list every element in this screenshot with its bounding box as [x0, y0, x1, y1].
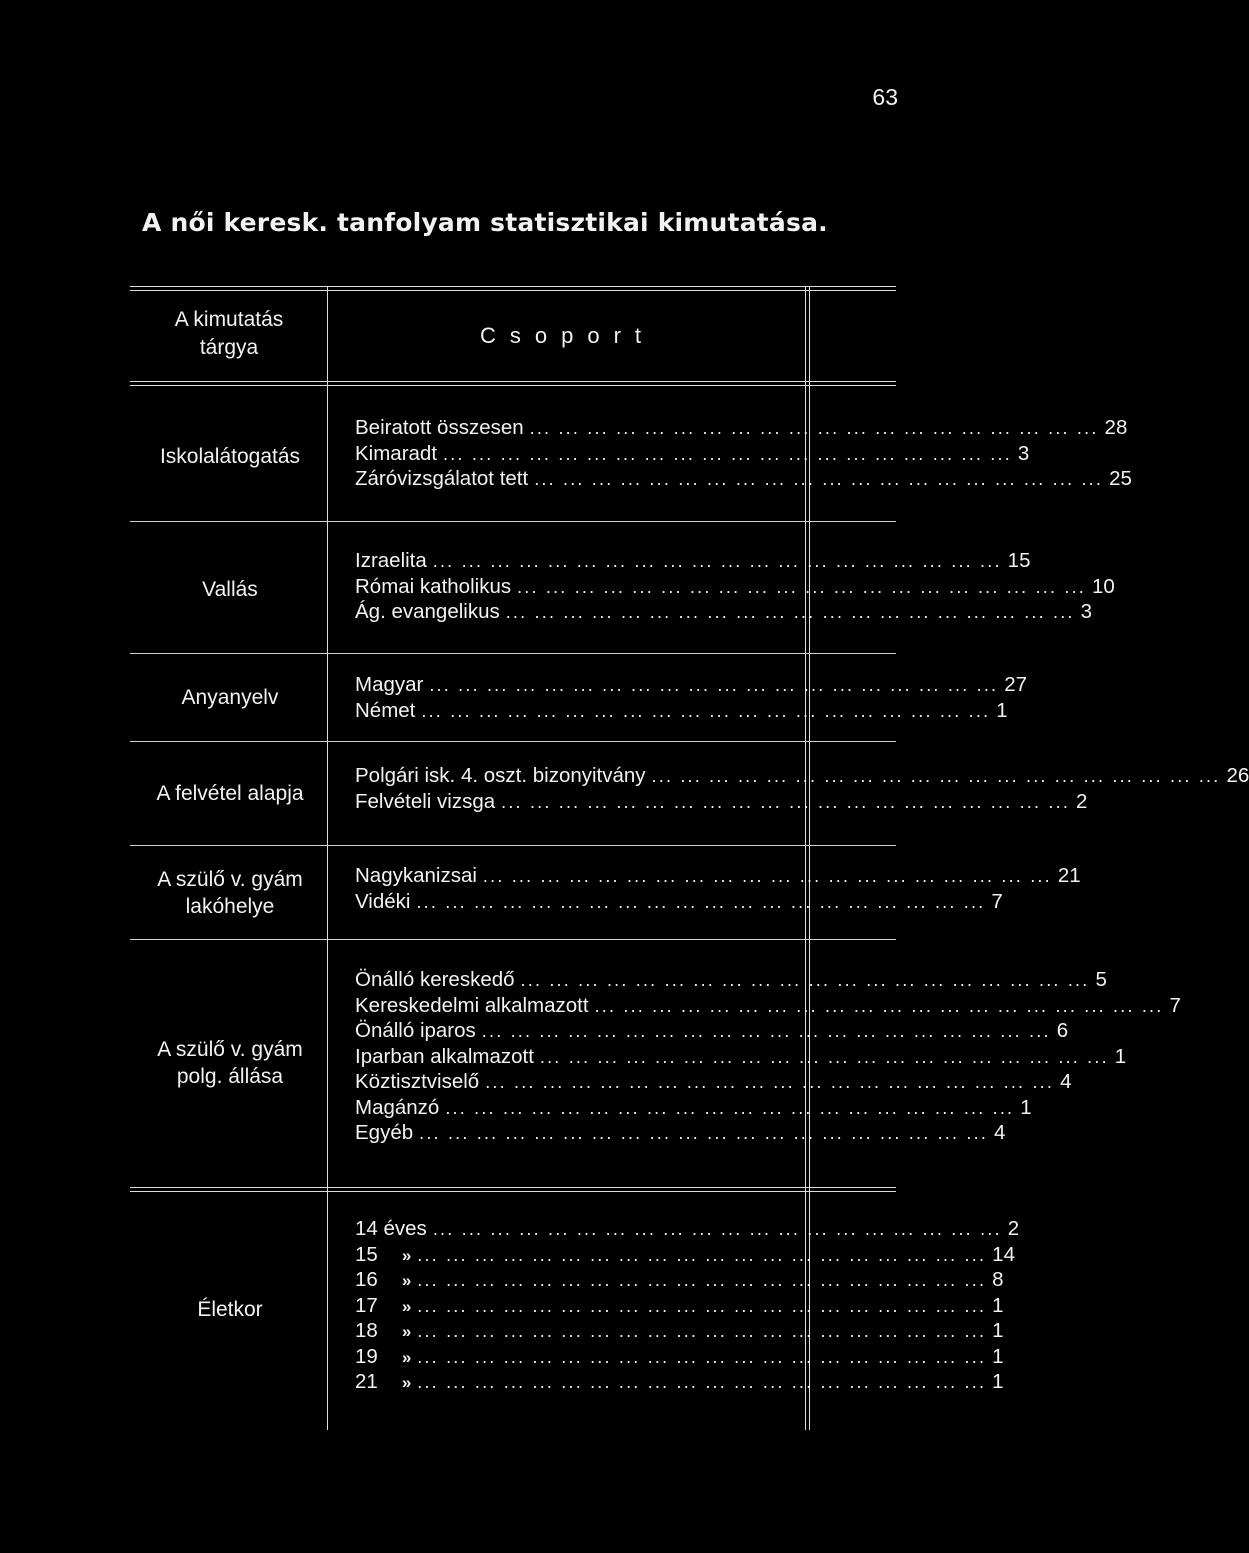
- ditto-mark: »: [401, 1245, 412, 1265]
- table-row: [355, 864, 1081, 890]
- row-label: Polgári isk. 4. oszt. bizonyitvány: [355, 764, 646, 787]
- row-value: 1: [996, 698, 1008, 722]
- row-value: 7: [1169, 993, 1181, 1017]
- section-category: [130, 1296, 330, 1323]
- row-label: Záróvizsgálatot tett: [355, 467, 529, 490]
- row-label: Magánzó: [355, 1095, 440, 1119]
- section-rows: [355, 764, 1249, 815]
- row-label: Köztisztviselő: [355, 1070, 480, 1093]
- dot-leader: ... ... ... ... ... ... ... ... ... ... ... ... ... ... ... ... ... ... ... ...: [417, 1270, 987, 1290]
- section-rows: [355, 968, 1181, 1147]
- table-row: [355, 764, 1249, 790]
- row-value: 1: [992, 1319, 1004, 1342]
- ditto-mark: »: [401, 1373, 412, 1392]
- row-value: 5: [1095, 968, 1107, 991]
- row-label: 15: [355, 1242, 378, 1266]
- header-group: Csoport: [480, 323, 656, 348]
- row-label: 21: [355, 1370, 378, 1393]
- row-label: Magyar: [355, 673, 424, 696]
- dot-leader: ... ... ... ... ... ... ... ... ... ... ... ... ... ... ... ... ... ... ... ...: [417, 1321, 987, 1341]
- header-subject: [134, 306, 324, 362]
- dot-leader: ... ... ... ... ... ... ... ... ... ... ... ... ... ... ... ... ... ... ... ...: [539, 1046, 1109, 1067]
- section-divider: [130, 741, 896, 742]
- category-line: A szülő v. gyám: [157, 1038, 303, 1061]
- row-label: Beiratott összesen: [355, 416, 524, 439]
- ditto-mark: »: [401, 1296, 412, 1316]
- table-row: [355, 673, 1028, 699]
- dot-leader: ... ... ... ... ... ... ... ... ... ... ... ... ... ... ... ... ... ... ... ...: [517, 576, 1086, 597]
- section-category: [130, 576, 330, 603]
- dot-leader: ... ... ... ... ... ... ... ... ... ... ... ... ... ... ... ... ... ... ... ...: [417, 1346, 987, 1367]
- table-row: [355, 1319, 1004, 1345]
- section-category: [130, 780, 330, 807]
- section-rows: [355, 673, 1028, 724]
- table-row: [355, 549, 1031, 575]
- row-label: 17: [355, 1293, 378, 1317]
- dot-leader: ... ... ... ... ... ... ... ... ... ... ... ... ... ... ... ... ... ... ... ...: [429, 675, 999, 695]
- section-divider: [130, 653, 896, 654]
- table-row: [355, 1242, 1015, 1269]
- row-value: 15: [1007, 549, 1031, 572]
- dot-leader: ... ... ... ... ... ... ... ... ... ... ... ... ... ... ... ... ... ... ... ...: [481, 1021, 1051, 1041]
- row-label: Kereskedelmi alkalmazott: [355, 993, 589, 1017]
- dot-leader: ... ... ... ... ... ... ... ... ... ... ... ... ... ... ... ... ... ... ... ...: [432, 1219, 1002, 1239]
- dot-leader: ... ... ... ... ... ... ... ... ... ... ... ... ... ... ... ... ... ... ... ...: [529, 418, 1099, 438]
- table-row: [355, 1344, 1004, 1371]
- table-row: [355, 1217, 1020, 1243]
- dot-leader: ... ... ... ... ... ... ... ... ... ... ... ... ... ... ... ... ... ... ... ...: [417, 1244, 987, 1265]
- row-value: 1: [992, 1293, 1004, 1317]
- category-line: Iskolalátogatás: [159, 445, 301, 468]
- category-line: Anyanyelv: [181, 686, 279, 709]
- dot-leader: ... ... ... ... ... ... ... ... ... ... ... ... ... ... ... ... ... ... ... ...: [419, 1123, 989, 1143]
- category-line: A szülő v. gyám: [157, 868, 303, 891]
- row-label: Német: [355, 698, 416, 722]
- section-divider: [130, 939, 896, 940]
- row-value: 28: [1104, 416, 1128, 439]
- header-subject-line: A kimutatás: [174, 308, 284, 331]
- row-value: 8: [992, 1268, 1004, 1291]
- table-row: [355, 1095, 1032, 1122]
- dot-leader: ... ... ... ... ... ... ... ... ... ... ... ... ... ... ... ... ... ... ... ...: [417, 1372, 987, 1392]
- row-value: 6: [1056, 1019, 1069, 1042]
- row-value: 1: [1114, 1044, 1127, 1068]
- category-line: lakóhelye: [185, 895, 275, 918]
- row-label: Nagykanizsai: [355, 864, 477, 887]
- row-value: 26: [1226, 764, 1249, 787]
- category-line: A felvétel alapja: [156, 782, 304, 805]
- dot-leader: ... ... ... ... ... ... ... ... ... ... ... ... ... ... ... ... ... ... ... ...: [417, 1295, 987, 1316]
- section-rows: [355, 1217, 1020, 1396]
- header-bottom-rule: [130, 381, 896, 386]
- table-row: [355, 889, 1003, 916]
- table-row: [355, 789, 1088, 816]
- table-row: [355, 574, 1115, 601]
- dot-leader: ... ... ... ... ... ... ... ... ... ... ... ... ... ... ... ... ... ... ... ...: [482, 866, 1052, 886]
- row-value: 2: [1076, 789, 1088, 813]
- row-label: Kimaradt: [355, 441, 438, 465]
- table-row: [355, 467, 1132, 493]
- dot-leader: ... ... ... ... ... ... ... ... ... ... ... ... ... ... ... ... ... ... ... ...: [485, 1072, 1055, 1092]
- row-value: 4: [994, 1121, 1006, 1144]
- ditto-mark: »: [401, 1347, 412, 1367]
- section-divider: [130, 521, 896, 522]
- section-category: [130, 443, 330, 470]
- table-row: [355, 600, 1093, 626]
- row-label: Önálló iparos: [355, 1019, 476, 1042]
- row-label: Vidéki: [355, 889, 411, 913]
- section-divider: [130, 1187, 896, 1192]
- row-value: 2: [1007, 1217, 1020, 1240]
- row-label: Iparban alkalmazott: [355, 1044, 534, 1068]
- row-label: Egyéb: [355, 1121, 414, 1144]
- table-row: [355, 441, 1030, 468]
- dot-leader: ... ... ... ... ... ... ... ... ... ... ... ... ... ... ... ... ... ... ... ...: [421, 700, 991, 721]
- row-label: 16: [355, 1268, 378, 1291]
- row-value: 1: [992, 1370, 1004, 1393]
- table-row: [355, 1370, 1004, 1396]
- dot-leader: ... ... ... ... ... ... ... ... ... ... ... ... ... ... ... ... ... ... ... ...: [416, 891, 986, 912]
- row-value: 14: [992, 1242, 1015, 1266]
- dot-leader: ... ... ... ... ... ... ... ... ... ... ... ... ... ... ... ... ... ... ... ...: [651, 766, 1221, 786]
- row-value: 1: [1020, 1095, 1032, 1119]
- header-subject-line: tárgya: [199, 336, 259, 359]
- section-rows: [355, 864, 1081, 915]
- dot-leader: ... ... ... ... ... ... ... ... ... ... ... ... ... ... ... ... ... ... ... ...: [501, 791, 1071, 812]
- table-row: [355, 698, 1008, 725]
- ditto-mark: »: [401, 1271, 412, 1290]
- row-label: Ág. evangelikus: [355, 600, 500, 623]
- table-row: [355, 1293, 1004, 1320]
- table-row: [355, 416, 1128, 442]
- table-row: [355, 1121, 1006, 1147]
- row-value: 4: [1060, 1070, 1072, 1093]
- row-value: 10: [1091, 574, 1115, 598]
- row-value: 1: [992, 1344, 1004, 1368]
- row-label: 14 éves: [355, 1217, 427, 1240]
- dot-leader: ... ... ... ... ... ... ... ... ... ... ... ... ... ... ... ... ... ... ... ...: [445, 1097, 1015, 1118]
- row-value: 21: [1057, 864, 1081, 887]
- row-value: 25: [1109, 467, 1132, 490]
- dot-leader: ... ... ... ... ... ... ... ... ... ... ... ... ... ... ... ... ... ... ... ...: [594, 995, 1164, 1016]
- table-row: [355, 993, 1181, 1020]
- row-value: 27: [1004, 673, 1028, 696]
- section-rows: [355, 549, 1115, 626]
- dot-leader: ... ... ... ... ... ... ... ... ... ... ... ... ... ... ... ... ... ... ... ...: [432, 551, 1002, 571]
- page-title: A női keresk. tanfolyam statisztikai kimutatása.: [142, 208, 828, 237]
- table-top-rule: [130, 286, 896, 291]
- page-number: 63: [872, 84, 898, 110]
- row-label: Felvételi vizsga: [355, 789, 496, 813]
- section-category: [130, 1036, 330, 1090]
- category-line: Vallás: [202, 578, 258, 601]
- table-row: [355, 1044, 1127, 1071]
- section-category: [130, 684, 330, 711]
- row-value: 3: [1017, 441, 1030, 465]
- section-rows: [355, 416, 1132, 493]
- row-label: 18: [355, 1319, 378, 1342]
- dot-leader: ... ... ... ... ... ... ... ... ... ... ... ... ... ... ... ... ... ... ... ...: [505, 602, 1075, 622]
- section-divider: [130, 845, 896, 846]
- dot-leader: ... ... ... ... ... ... ... ... ... ... ... ... ... ... ... ... ... ... ... ...: [443, 443, 1012, 464]
- row-value: 3: [1080, 600, 1093, 623]
- row-label: Izraelita: [355, 549, 427, 572]
- dot-leader: ... ... ... ... ... ... ... ... ... ... ... ... ... ... ... ... ... ... ... ...: [534, 469, 1104, 489]
- category-line: polg. állása: [176, 1065, 284, 1088]
- table-row: [355, 1019, 1069, 1045]
- ditto-mark: »: [401, 1322, 412, 1341]
- table-row: [355, 968, 1107, 994]
- dot-leader: ... ... ... ... ... ... ... ... ... ... ... ... ... ... ... ... ... ... ... ...: [520, 970, 1090, 990]
- table-row: [355, 1268, 1004, 1294]
- row-label: Önálló kereskedő: [355, 968, 515, 991]
- table-row: [355, 1070, 1072, 1096]
- row-value: 7: [991, 889, 1003, 913]
- row-label: 19: [355, 1344, 378, 1368]
- row-label: Római katholikus: [355, 574, 512, 598]
- section-category: [130, 866, 330, 920]
- category-line: Életkor: [197, 1298, 263, 1321]
